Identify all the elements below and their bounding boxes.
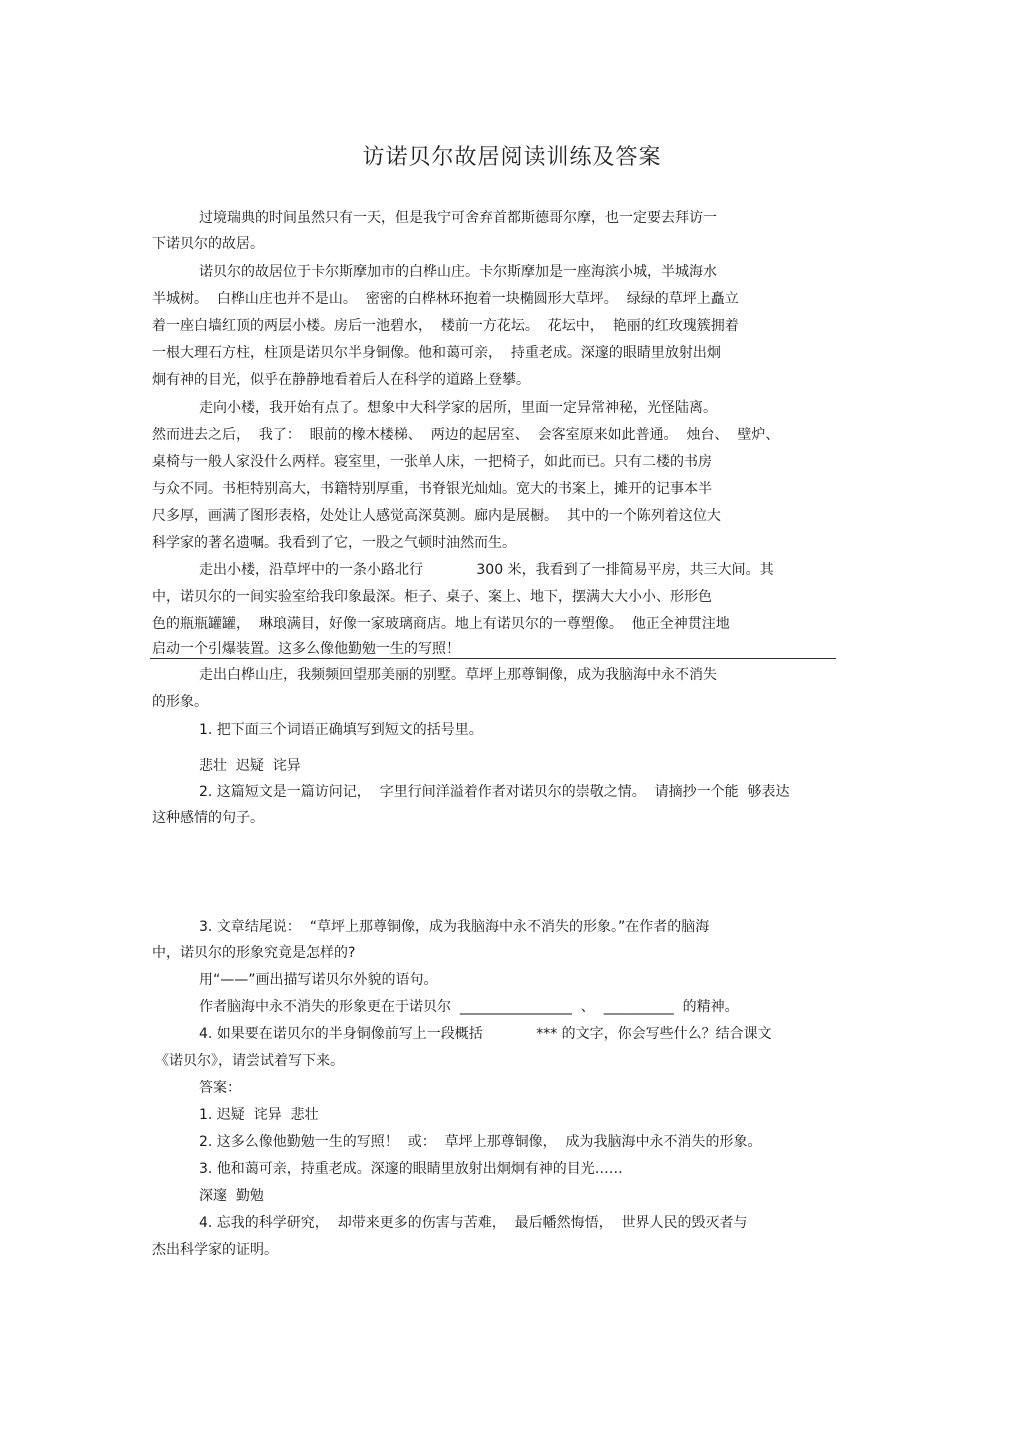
text-line: 启动一个引爆装置。这多么像他勤勉一生的写照！ [152,641,460,657]
answers-heading: 答案： [199,1080,241,1096]
text-line: 下诺贝尔的故居。 [152,236,264,252]
question-4: 4. 如果要在诺贝尔的半身铜像前写上一段概括 *** 的文字，你会写些什么？结合课文 [199,1026,772,1042]
text-line: 半城树。 白桦山庄也并不是山。 密密的白桦林环抱着一块椭圆形大草坪。 绿绿的草坪上矗立 [152,291,739,307]
text-line: 《诺贝尔》，请尝试着写下来。 [155,1053,344,1069]
document-title: 访诺贝尔故居阅读训练及答案 [362,145,662,170]
text-line: 中，诺贝尔的一间实验室给我印象最深。柜子、桌子、案上、地下，摆满大大小小、形形色 [152,589,712,605]
underline-rule [150,658,836,659]
text-line: 一根大理石方柱，柱顶是诺贝尔半身铜像。他和蔼可亲， 持重老成。深邃的眼睛里放射出炯 [152,345,721,361]
text-line: 杰出科学家的证明。 [152,1242,278,1258]
question-3: 3. 文章结尾说： “草坪上那尊铜像，成为我脑海中永不消失的形象。”在作者的脑海 [199,919,710,935]
text-line: 尺多厚，画满了图形表格，处处让人感觉高深莫测。廊内是展橱。 其中的一个陈列着这位大 [152,508,721,524]
text-line: 色的瓶瓶罐罐， 琳琅满目，好像一家玻璃商店。地上有诺贝尔的一尊塑像。 他正全神贯注地 [152,616,730,632]
text-line: 中，诺贝尔的形象究竟是怎样的? [152,945,356,961]
answer-1: 1. 迟疑 诧异 悲壮 [199,1107,319,1123]
question-1: 1. 把下面三个词语正确填写到短文的括号里。 [199,722,483,738]
word-options: 悲壮 迟疑 诧异 [199,758,301,774]
text-line: 着一座白墙红顶的两层小楼。房后一池碧水， 楼前一方花坛。 花坛中， 艳丽的红玫瑰簇拥着 [152,318,739,334]
text-line: 科学家的著名遗嘱。我看到了它，一股之气顿时油然而生。 [152,535,516,551]
text-line: 的形象。 [152,694,208,710]
text-line: 深邃 勤勉 [199,1188,264,1204]
text-line: 炯有神的目光，似乎在静静地看着后人在科学的道路上登攀。 [152,372,530,388]
question-2: 2. 这篇短文是一篇访问记， 字里行间洋溢着作者对诺贝尔的崇敬之情。 请摘抄一个能 够表达 [199,784,790,800]
fill-blank-line: 作者脑海中永不消失的形象更在于诺贝尔 ________________ 、 __________ 的精神。 [199,999,739,1015]
text-line: 走向小楼，我开始有点了。想象中大科学家的居所，里面一定异常神秘，光怪陆离。 [199,400,717,416]
answer-4: 4. 忘我的科学研究， 却带来更多的伤害与苦难， 最后幡然悔悟， 世界人民的毁灭者与 [199,1215,748,1231]
text-line: 用“——”画出描写诺贝尔外貌的语句。 [199,972,438,988]
text-line: 过境瑞典的时间虽然只有一天，但是我宁可舍弃首都斯德哥尔摩，也一定要去拜访一 [199,210,717,226]
text-line: 走出小楼，沿草坪中的一条小路北行 300 米，我看到了一排简易平房，共三大间。其 [199,562,774,578]
answer-3: 3. 他和蔼可亲，持重老成。深邃的眼睛里放射出炯炯有神的目光…… [199,1161,623,1177]
text-line: 然而进去之后， 我了： 眼前的橡木楼梯、 两边的起居室、 会客室原来如此普通。 烛台、 壁炉、 [152,427,780,443]
answer-2: 2. 这多么像他勤勉一生的写照！ 或： 草坪上那尊铜像， 成为我脑海中永不消失的形象。 [199,1134,762,1150]
text-line: 这种感情的句子。 [152,810,264,826]
text-line: 与众不同。书柜特别高大，书籍特别厚重，书脊银光灿灿。宽大的书案上，摊开的记事本半 [152,481,712,497]
text-line: 诺贝尔的故居位于卡尔斯摩加市的白桦山庄。卡尔斯摩加是一座海滨小城，半城海水 [199,264,717,280]
text-line: 桌椅与一般人家没什么两样。寝室里，一张单人床，一把椅子，如此而已。只有二楼的书房 [152,454,712,470]
text-line: 走出白桦山庄，我频频回望那美丽的别墅。草坪上那尊铜像，成为我脑海中永不消失 [199,667,717,683]
